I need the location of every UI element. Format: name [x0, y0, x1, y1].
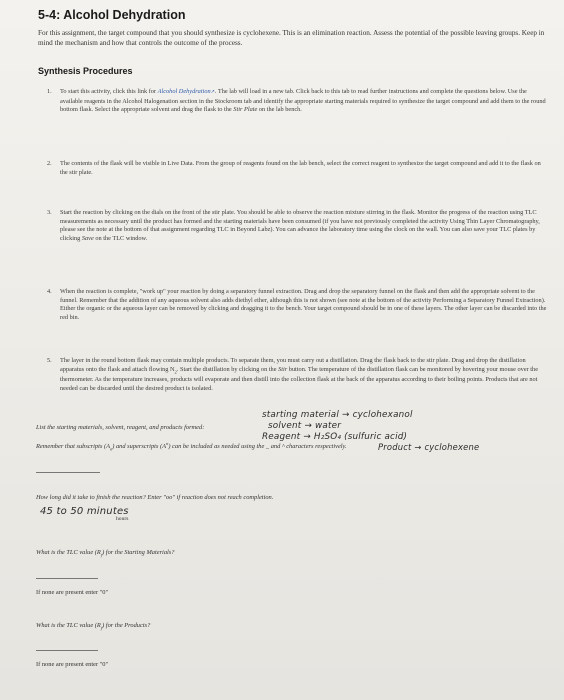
step-1: 1. To start this activity, click this link for Alcohol Dehydration↗. The lab will load in a new tab. Click back to this tab to read further instructions and complete the questions below. Use the available reagents in the Alcohol Halogenation section in the Stockroom tab and identify the appropriate starting materials required to synthesize the target compound and add them to the round bottom flask. Select the appropriate solvent and drag the flask to the Stir Plate on the lab bench.: [47, 88, 546, 114]
handwritten-solvent: solvent → water: [268, 421, 342, 431]
answer-line-tlc-starting[interactable]: [36, 578, 98, 579]
question-materials-prompt: List the starting materials, solvent, reagent, and products formed:: [36, 424, 205, 431]
section-heading: Synthesis Procedures: [38, 66, 133, 76]
answer-line-tlc-products[interactable]: [36, 650, 98, 651]
external-link-icon: ↗: [210, 90, 215, 95]
alcohol-dehydration-link[interactable]: Alcohol Dehydration: [157, 88, 211, 95]
answer-line-materials[interactable]: [36, 472, 100, 473]
question-time-prompt: How long did it take to finish the reaction? Enter "oo" if reaction does not reach completion.: [36, 494, 274, 501]
intro-paragraph: For this assignment, the target compound that you should synthesize is cyclohexene. This is an elimination reaction. Assess the potential of the possible leaving groups. Keep in mind the mechanism and how that controls the outcome of the process.: [38, 29, 545, 47]
time-unit-label: hours: [116, 516, 129, 522]
page-title: 5-4: Alcohol Dehydration: [38, 8, 186, 22]
tlc-products-note: If none are present enter "0": [36, 661, 109, 668]
step-5: 5. The layer in the round bottom flask may contain multiple products. To separate them, you must carry out a distillation. Drag the flask back to the stir plate. Drag and drop the distillation apparatus onto the flask and attach flowing $N_2$. Start the distillation by clicking on the Stir button. The temperature of the distillation flask can be monitored by hovering your mouse over the thermometer. As the temperature increases, products will evaporate and then distill into the collection flask at the back of the apparatus according to their boiling points. Products that are not needed can be discarded until the desired product is isolated.: [47, 357, 538, 393]
tlc-starting-note: If none are present enter "0": [36, 589, 109, 596]
step-4: 4. When the reaction is complete, "work up" your reaction by doing a separatory funnel extraction. Drag and drop the separatory funnel on the flask and then add the appropriate solvent to the funnel. Remember that the addition of any aqueous solvent also adds diethyl ether, although this is not shown (see note at the bottom of the activity Performing a Separatory Funnel Extraction). Either the organic or the aqueous layer can be removed by clicking and dragging it to the bench. Your target compound should be in one of these layers. The other layer can be discarded into the red bin.: [47, 288, 547, 321]
handwritten-starting-material: starting material → cyclohexanol: [262, 410, 413, 420]
question-tlc-products-prompt: What is the TLC value $(R_f)$ for the Products?: [36, 622, 151, 631]
step-3: 3. Start the reaction by clicking on the dials on the front of the stir plate. You should be able to observe the reaction mixture stirring in the flask. Monitor the progress of the reaction using TLC measurements as necessary until the product has formed and the starting materials have been consumed (if you have not previously completed the activity Using Thin Layer Chromatography, please see the note at the bottom of that assignment regarding TLC in Beyond Labz). You can advance the laboratory time using the clock on the wall. You can also save your TLC plates by clicking Save on the TLC window.: [47, 209, 540, 242]
handwritten-product: Product → cyclohexene: [378, 442, 480, 452]
step-2: 2. The contents of the flask will be visible in Live Data. From the group of reagents found on the lab bench, select the correct reagent to synthesize the target compound and add it to the flask on the stir plate.: [47, 160, 541, 176]
question-materials-remember: Remember that subscripts $(A_n)$ and superscripts $(A^n)$ can be included as needed using the _ and ^ characters respectively.: [36, 441, 347, 452]
handwritten-time-answer: 45 to 50 minutes: [40, 506, 129, 517]
question-tlc-starting-prompt: What is the TLC value $(R_f)$ for the Starting Materials?: [36, 549, 175, 558]
handwritten-reagent: Reagent → H₂SO₄ (sulfuric acid): [262, 432, 408, 442]
